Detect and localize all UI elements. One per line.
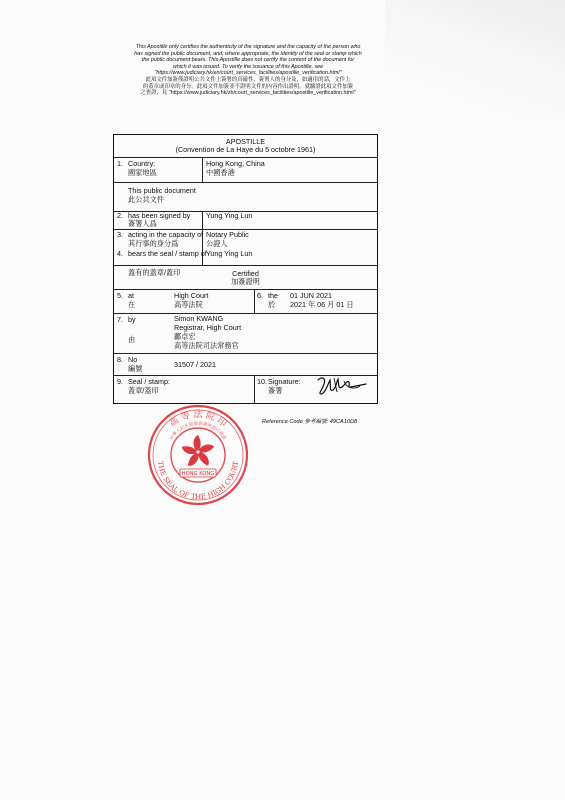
- bauhinia-emblem: [180, 435, 215, 468]
- column-divider: [202, 157, 203, 183]
- capacity-value-zh: 公證人: [206, 239, 228, 248]
- disclaimer-line: which it was issued. To verify the issuance of this Apostille, see: [172, 63, 324, 70]
- disclaimer-url: "https://www.judiciary.hk/en/court_services_facilities/apostille_verification.html": [154, 70, 342, 77]
- field-number: 5.: [117, 291, 123, 300]
- date-value-zh: 2021 年 06 月 01 日: [290, 300, 354, 309]
- seal-stamp-label-zh: 蓋有的蓋章/蓋印: [128, 268, 181, 277]
- place-value: High Court: [174, 291, 209, 300]
- page-fold-shadow: [385, 0, 565, 120]
- public-document-label-zh: 此公共文件: [128, 195, 164, 204]
- field-number: 8.: [117, 355, 123, 364]
- at-label-zh: 在: [128, 300, 136, 309]
- capacity-label: acting in the capacity of: [128, 230, 204, 239]
- disclaimer-line: has signed the public document, and, where appropriate, the identity of the seal or stamp which: [134, 50, 362, 57]
- column-divider: [254, 375, 255, 403]
- capacity-value: Notary Public: [206, 230, 249, 239]
- at-label: at: [128, 291, 134, 300]
- place-value-zh: 高等法院: [174, 300, 203, 309]
- column-divider: [254, 289, 255, 313]
- reference-code: Reference Code 參考編號: 49CA10D8: [262, 419, 358, 425]
- seal-band-text: 中華人民共和國香港特別行政區: [169, 421, 227, 442]
- disclaimer-line: the public document bears. This Apostille does not certify the content of the document for: [141, 57, 355, 64]
- signature-label: Signature:: [268, 377, 301, 386]
- handwritten-signature: [314, 372, 372, 400]
- number-label-zh: 編號: [128, 364, 143, 373]
- registrar-name: Simon KWANG: [174, 314, 224, 323]
- disclaimer-line-zh: 的蓋章或印章的身分。此項文件加簽並不證明文件的內容作出證明。就驗證此項文件加簽: [142, 83, 354, 90]
- disclaimer-url: "https://www.judiciary.hk/zh/court_services_facilities/apostille_verification.html": [168, 90, 356, 97]
- apostille-form: [113, 134, 378, 404]
- seal-label: Seal / stamp:: [128, 377, 170, 386]
- field-number: 10.: [257, 377, 267, 386]
- certified-heading: Certified: [232, 269, 259, 278]
- disclaimer-line-zh: [112, 90, 384, 97]
- convention-subtitle: (Convention de La Haye du 5 octobre 1961): [175, 145, 316, 154]
- registrar-name-zh: 鄺卓宏: [174, 332, 196, 341]
- seal-stamp-label: bears the seal / stamp of: [128, 249, 207, 258]
- signed-by-value: Yung Ying Lun: [206, 211, 253, 220]
- field-number: 2.: [117, 211, 123, 220]
- row-divider: [114, 289, 377, 290]
- field-number: 6.: [257, 291, 263, 300]
- seal-stamp-value: Yung Ying Lun: [206, 249, 253, 258]
- disclaimer-text: 之查證，見: [140, 90, 168, 97]
- signature-label-zh: 簽署: [268, 386, 283, 395]
- row-divider: [114, 353, 377, 354]
- date-label-zh: 於: [268, 300, 276, 309]
- apostille-disclaimer: [112, 44, 384, 97]
- field-number: 7.: [117, 315, 123, 324]
- field-number: 3.: [117, 230, 123, 239]
- by-label: by: [128, 315, 136, 324]
- capacity-label-zh: 其行事的身分爲: [128, 239, 179, 248]
- field-number: 1.: [117, 159, 123, 168]
- seal-banner-text: HONG KONG: [181, 471, 215, 478]
- apostille-number: 31507 / 2021: [174, 360, 216, 369]
- apostille-title: APOSTILLE: [225, 137, 266, 146]
- row-divider: [114, 182, 377, 183]
- disclaimer-line: This Apostille only certifies the authenticity of the signature and the capacity of the person who: [135, 44, 361, 50]
- by-label-zh: 由: [128, 335, 136, 344]
- number-label: No: [128, 355, 138, 364]
- seal-top-text: 高 等 法 院 印: [167, 410, 229, 430]
- seal-label-zh: 蓋章/蓋印: [128, 386, 159, 395]
- date-value: 01 JUN 2021: [290, 291, 332, 300]
- row-divider: [114, 313, 377, 314]
- field-number: 9.: [117, 377, 123, 386]
- row-divider: [114, 157, 377, 158]
- date-label: the: [268, 291, 278, 300]
- registrar-title-zh: 高等法院司法常務官: [174, 341, 239, 350]
- certified-heading-zh: 加簽證明: [231, 277, 260, 286]
- signed-by-label-zh: 簽署人爲: [128, 219, 157, 228]
- signed-by-label: has been signed by: [128, 211, 191, 220]
- country-label-zh: 國家地區: [128, 168, 157, 177]
- public-document-label: This public document: [128, 186, 196, 195]
- high-court-seal: [146, 403, 250, 507]
- seal-bottom-text: THE SEAL OF THE HIGH COURT: [156, 460, 240, 502]
- country-value: Hong Kong, China: [206, 159, 265, 168]
- country-value-zh: 中國香港: [206, 168, 235, 177]
- disclaimer-line-zh: 此項文件加簽僅證明公共文件上簽署的真確性、簽署人的身分及，如適用的話，文件上: [145, 76, 351, 83]
- row-divider: [114, 265, 377, 266]
- field-number: 4.: [117, 249, 123, 258]
- country-label: Country:: [128, 159, 156, 168]
- registrar-title: Registrar, High Court: [174, 323, 242, 332]
